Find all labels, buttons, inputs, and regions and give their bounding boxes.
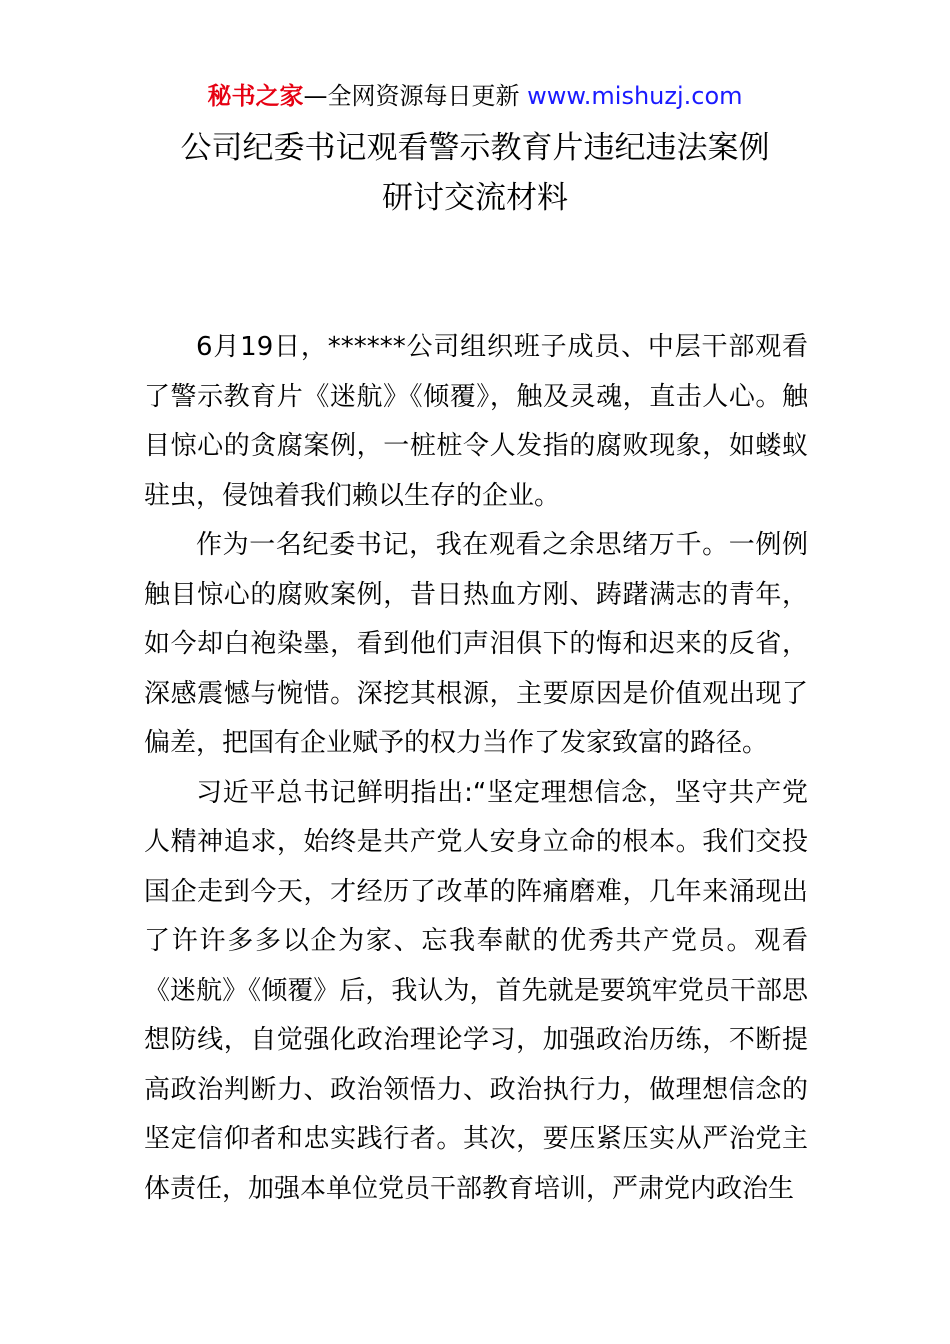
header-tagline: —全网资源每日更新	[303, 82, 520, 110]
brand-name: 秘书之家	[207, 82, 304, 110]
site-url: www.mishuzj.com	[527, 82, 743, 110]
paragraph-3: 习近平总书记鲜明指出:“坚定理想信念，坚守共产党人精神追求，始终是共产党人安身立命的根本。我们交投国企走到今天，才经历了改革的阵痛磨难，几年来涌现出了许许多多以企为家、忘我奉献的优秀共产党员。观看《迷航》《倾覆》后，我认为，首先就是要筑牢党员干部思想防线，自觉强化政治理论学习，加强政治历练，不断提高政治判断力、政治领悟力、政治执行力，做理想信念的坚定信仰者和忠实践行者。其次，要压紧压实从严治党主体责任，加强本单位党员干部教育培训，严肃党内政治生	[144, 777, 808, 1204]
document-title-line-2: 研讨交流材料	[382, 180, 568, 216]
document-body	[144, 323, 808, 1214]
paragraph-2: 作为一名纪委书记，我在观看之余思绪万千。一例例触目惊心的腐败案例，昔日热血方刚、踌躇满志的青年，如今却白袍染墨，看到他们声泪俱下的悔和迟来的反省，深感震憾与惋惜。深挖其根源，主要原因是价值观出现了偏差，把国有企业赋予的权力当作了发家致富的路径。	[144, 530, 808, 758]
document-title-line-1: 公司纪委书记观看警示教育片违纪违法案例	[180, 130, 770, 166]
site-header	[0, 80, 950, 112]
paragraph-1: 6月19日，******公司组织班子成员、中层干部观看了警示教育片《迷航》《倾覆》，触及灵魂，直击人心。触目惊心的贪腐案例，一桩桩令人发指的腐败现象，如蝼蚁驻虫，侵蚀着我们赖以生存的企业。	[144, 332, 808, 511]
